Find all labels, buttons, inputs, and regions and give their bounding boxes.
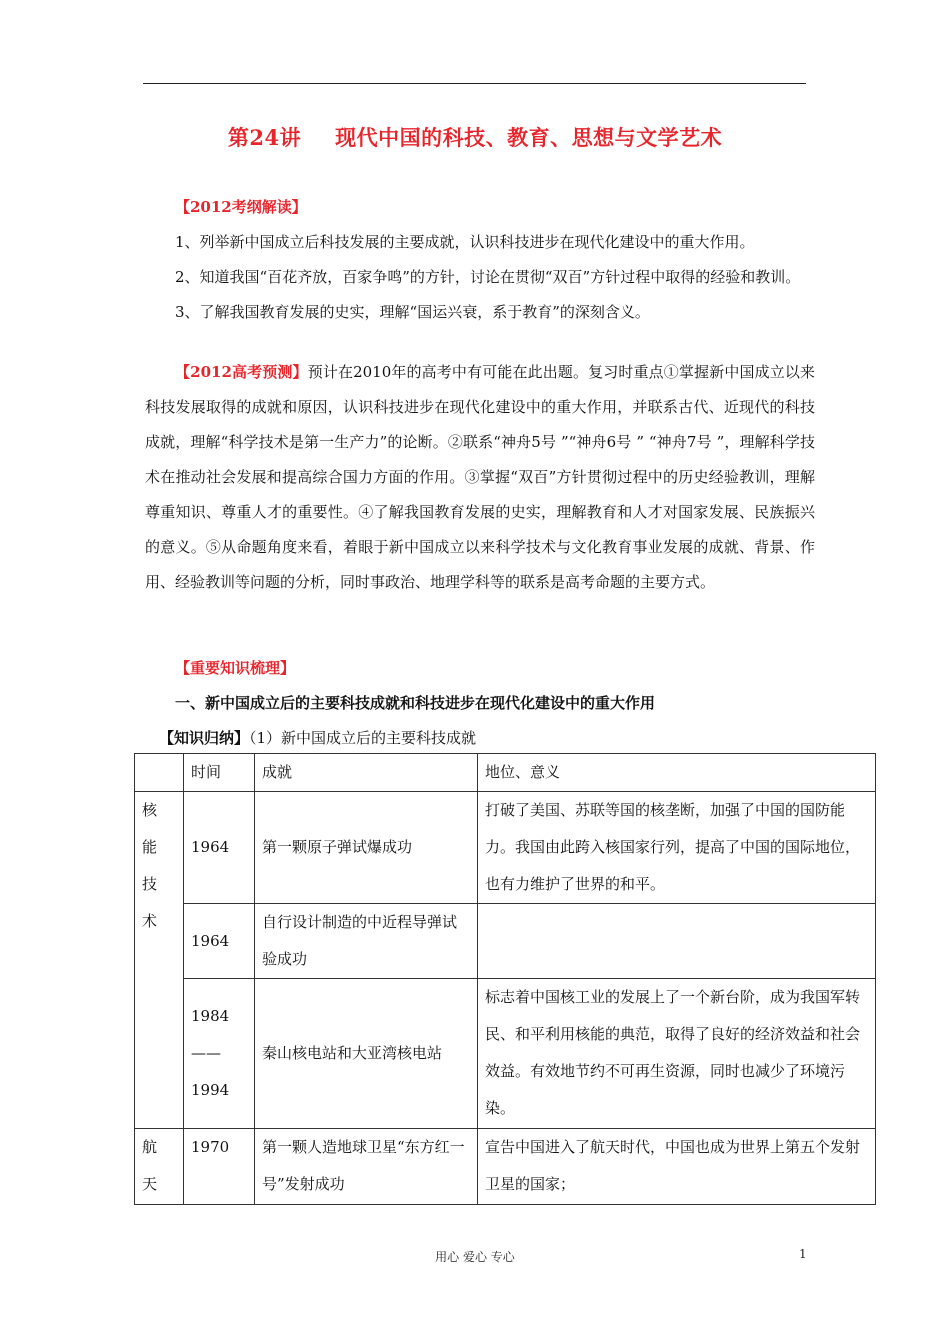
prediction-heading: 【2012高考预测】 — [175, 363, 308, 381]
category-char: 航 — [142, 1138, 158, 1156]
meaning-cell: 打破了美国、苏联等国的核垄断，加强了中国的国防能力。我国由此跨入核国家行列，提高了中国的国际地位，也有力维护了世界的和平。 — [478, 792, 876, 904]
table-header-cell — [135, 754, 184, 792]
lecture-topic: 现代中国的科技、教育、思想与文学艺术 — [335, 125, 723, 150]
meaning-cell: 标志着中国核工业的发展上了一个新台阶，成为我国军转民、和平利用核能的典范，取得了良好的经济效益和社会效益。有效地节约不可再生资源，同时也减少了环境污染。 — [478, 979, 876, 1129]
achievement-cell: 自行设计制造的中近程导弹试验成功 — [255, 904, 478, 979]
outline-item: 2、知道我国“百花齐放，百家争鸣”的方针，讨论在贯彻“双百”方针过程中取得的经验和教训。 — [175, 268, 801, 286]
page-title — [0, 122, 950, 152]
achievements-table — [134, 753, 876, 1205]
exam-outline-heading: 【2012考纲解读】 — [175, 198, 307, 216]
section-heading: 一、新中国成立后的主要科技成就和科技进步在现代化建设中的重大作用 — [175, 694, 656, 712]
outline-item: 1、列举新中国成立后科技发展的主要成就，认识科技进步在现代化建设中的重大作用。 — [175, 233, 755, 251]
time-cell: 1964 — [184, 792, 255, 904]
prediction-paragraph — [145, 355, 815, 600]
time-dash: —— — [191, 1044, 221, 1062]
time-cell — [184, 979, 255, 1129]
time-end: 1994 — [191, 1081, 230, 1099]
category-char: 术 — [142, 912, 158, 930]
achievement-cell: 第一颗人造地球卫星“东方红一号”发射成功 — [255, 1129, 478, 1205]
category-char: 技 — [142, 875, 158, 893]
meaning-cell: 宣告中国进入了航天时代，中国也成为世界上第五个发射卫星的国家； — [478, 1129, 876, 1205]
category-char: 天 — [142, 1175, 158, 1193]
summary-text: （1）新中国成立后的主要科技成就 — [249, 729, 477, 747]
table-header-row — [135, 754, 876, 792]
table-header-cell: 地位、意义 — [478, 754, 876, 792]
achievement-cell: 秦山核电站和大亚湾核电站 — [255, 979, 478, 1129]
outline-item: 3、了解我国教育发展的史实，理解“国运兴衰，系于教育”的深刻含义。 — [175, 303, 650, 321]
lecture-number: 第24讲 — [227, 125, 302, 150]
summary-label: 【知识归纳】 — [159, 729, 250, 747]
time-cell: 1970 — [184, 1129, 255, 1205]
table-header-cell: 成就 — [255, 754, 478, 792]
category-aerospace — [135, 1129, 184, 1205]
header-rule — [143, 83, 806, 84]
table-row — [135, 1129, 876, 1205]
table-row — [135, 979, 876, 1129]
category-nuclear — [135, 792, 184, 1129]
table-row — [135, 904, 876, 979]
category-char: 能 — [142, 838, 158, 856]
knowledge-heading: 【重要知识梳理】 — [175, 659, 296, 677]
prediction-text: 预计在2010年的高考中有可能在此出题。复习时重点①掌握新中国成立以来科技发展取得的成就和原因，认识科技进步在现代化建设中的重大作用，并联系古代、近现代的科技成就，理解“科学技术是第一生产力”的论断。②联系“神舟5号 ”“神舟6号 ” “神舟7号 ”，理解科学技术在推动社会发展和提高综合国力方面的作用。③掌握“双百”方针贯彻过程中的历史经验教训，理解尊重知识、尊重人才的重要性。④了解我国教育发展的史实，理解教育和人才对国家发展、民族振兴的意义。⑤从命题角度来看，着眼于新中国成立以来科学技术与文化教育事业发展的成就、背景、作用、经验教训等问题的分析，同时事政治、地理学科等的联系是高考命题的主要方式。 — [145, 363, 815, 591]
table-row — [135, 792, 876, 904]
knowledge-section — [145, 651, 815, 756]
footer-slogan: 用心 爱心 专心 — [435, 1250, 515, 1264]
table-header-cell: 时间 — [184, 754, 255, 792]
time-cell: 1964 — [184, 904, 255, 979]
category-char: 核 — [142, 801, 158, 819]
time-start: 1984 — [191, 1007, 230, 1025]
page-number: 1 — [799, 1247, 807, 1261]
exam-outline — [145, 190, 815, 330]
achievement-cell: 第一颗原子弹试爆成功 — [255, 792, 478, 904]
meaning-cell — [478, 904, 876, 979]
